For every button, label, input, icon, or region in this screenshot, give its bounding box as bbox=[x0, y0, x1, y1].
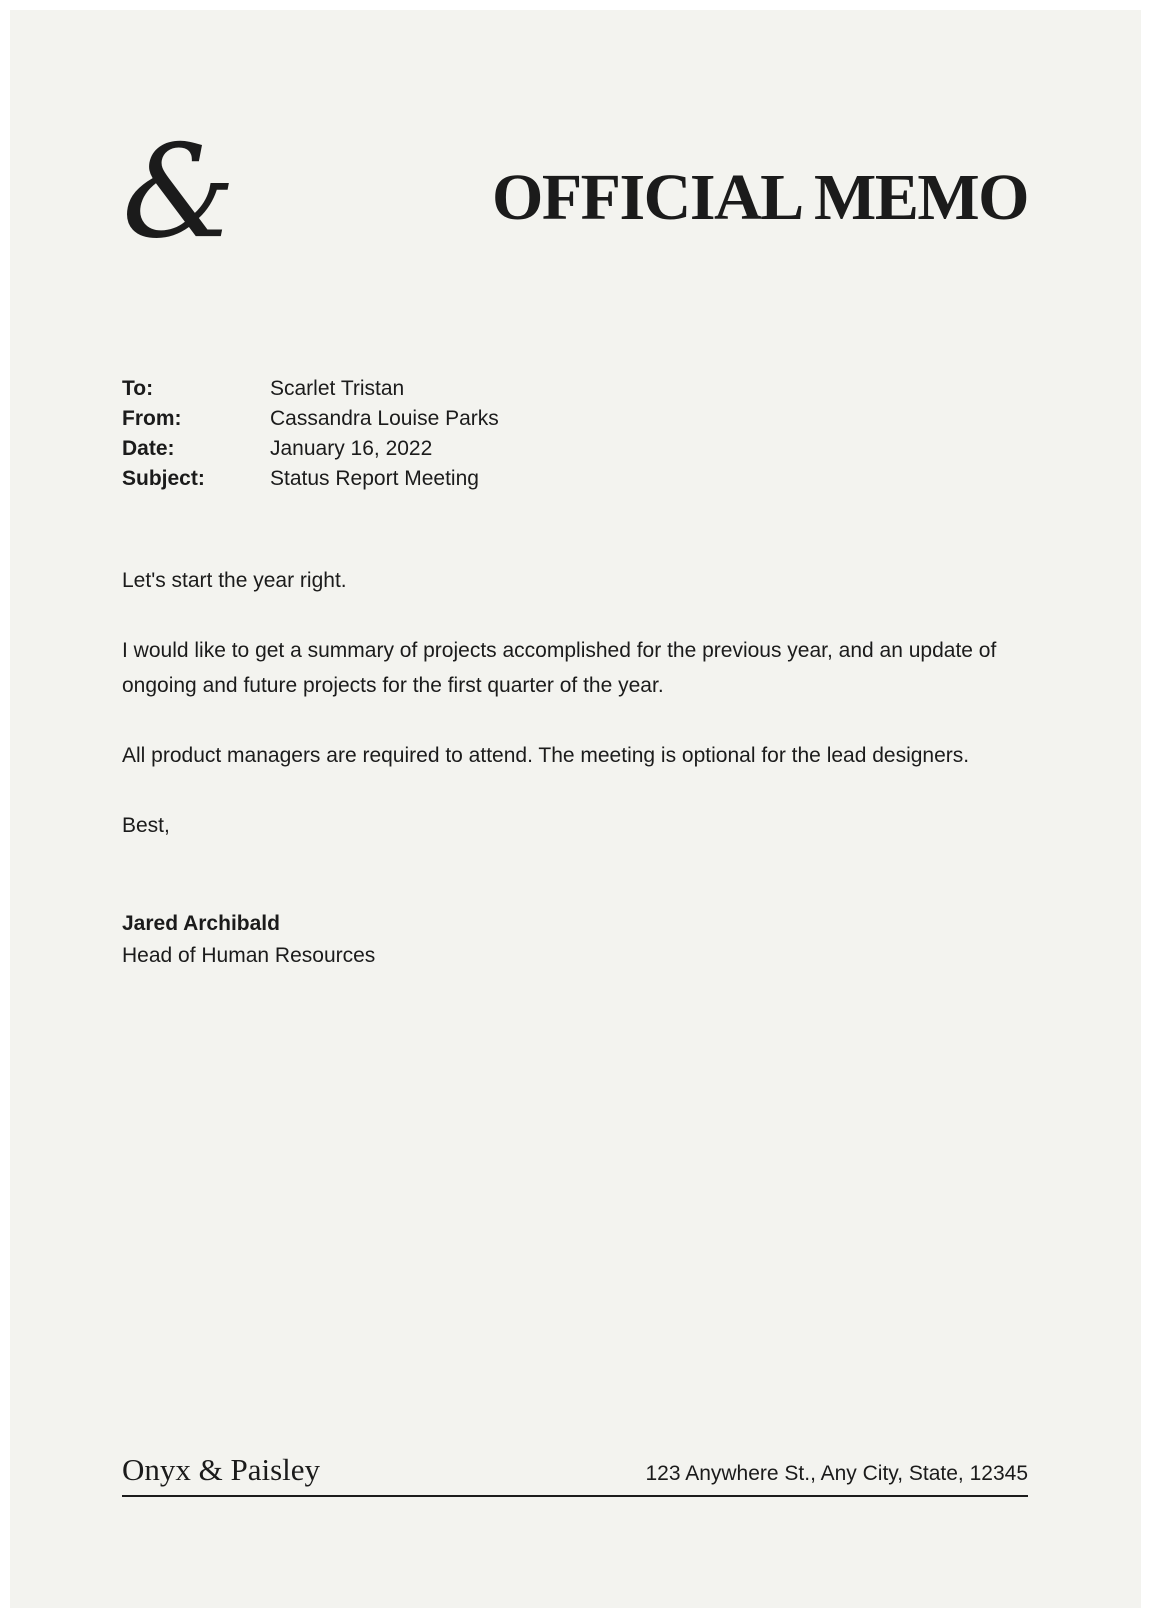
ampersand-logo-icon: & bbox=[122, 118, 236, 267]
subject-row bbox=[122, 464, 499, 494]
to-row bbox=[122, 374, 499, 404]
signature-block bbox=[122, 908, 375, 972]
from-row bbox=[122, 404, 499, 434]
paragraph-request: I would like to get a summary of projects accomplished for the previous year, and an update of ongoing and future projects for the first quarter of the year. bbox=[122, 639, 997, 697]
from-value: Cassandra Louise Parks bbox=[270, 407, 499, 430]
memo-page bbox=[10, 10, 1141, 1608]
date-row bbox=[122, 434, 499, 464]
footer-address: 123 Anywhere St., Any City, State, 12345 bbox=[645, 1462, 1028, 1485]
signature-name: Jared Archibald bbox=[122, 912, 280, 935]
footer-brand: Onyx & Paisley bbox=[122, 1452, 321, 1487]
subject-label: Subject: bbox=[122, 467, 205, 490]
date-label: Date: bbox=[122, 437, 175, 460]
memo-body bbox=[122, 563, 1002, 878]
signature-title: Head of Human Resources bbox=[122, 944, 376, 967]
footer-divider bbox=[122, 1495, 1028, 1497]
paragraph-attendance: All product managers are required to attend. The meeting is optional for the lead designers. bbox=[122, 744, 970, 767]
subject-value: Status Report Meeting bbox=[270, 467, 479, 490]
to-value: Scarlet Tristan bbox=[270, 377, 405, 400]
date-value: January 16, 2022 bbox=[270, 437, 433, 460]
page-title: OFFICIAL MEMO bbox=[492, 161, 1028, 234]
paragraph-greeting: Let's start the year right. bbox=[122, 569, 347, 592]
from-label: From: bbox=[122, 407, 182, 430]
to-label: To: bbox=[122, 377, 154, 400]
paragraph-closing: Best, bbox=[122, 814, 170, 837]
memo-header-fields bbox=[122, 374, 499, 494]
